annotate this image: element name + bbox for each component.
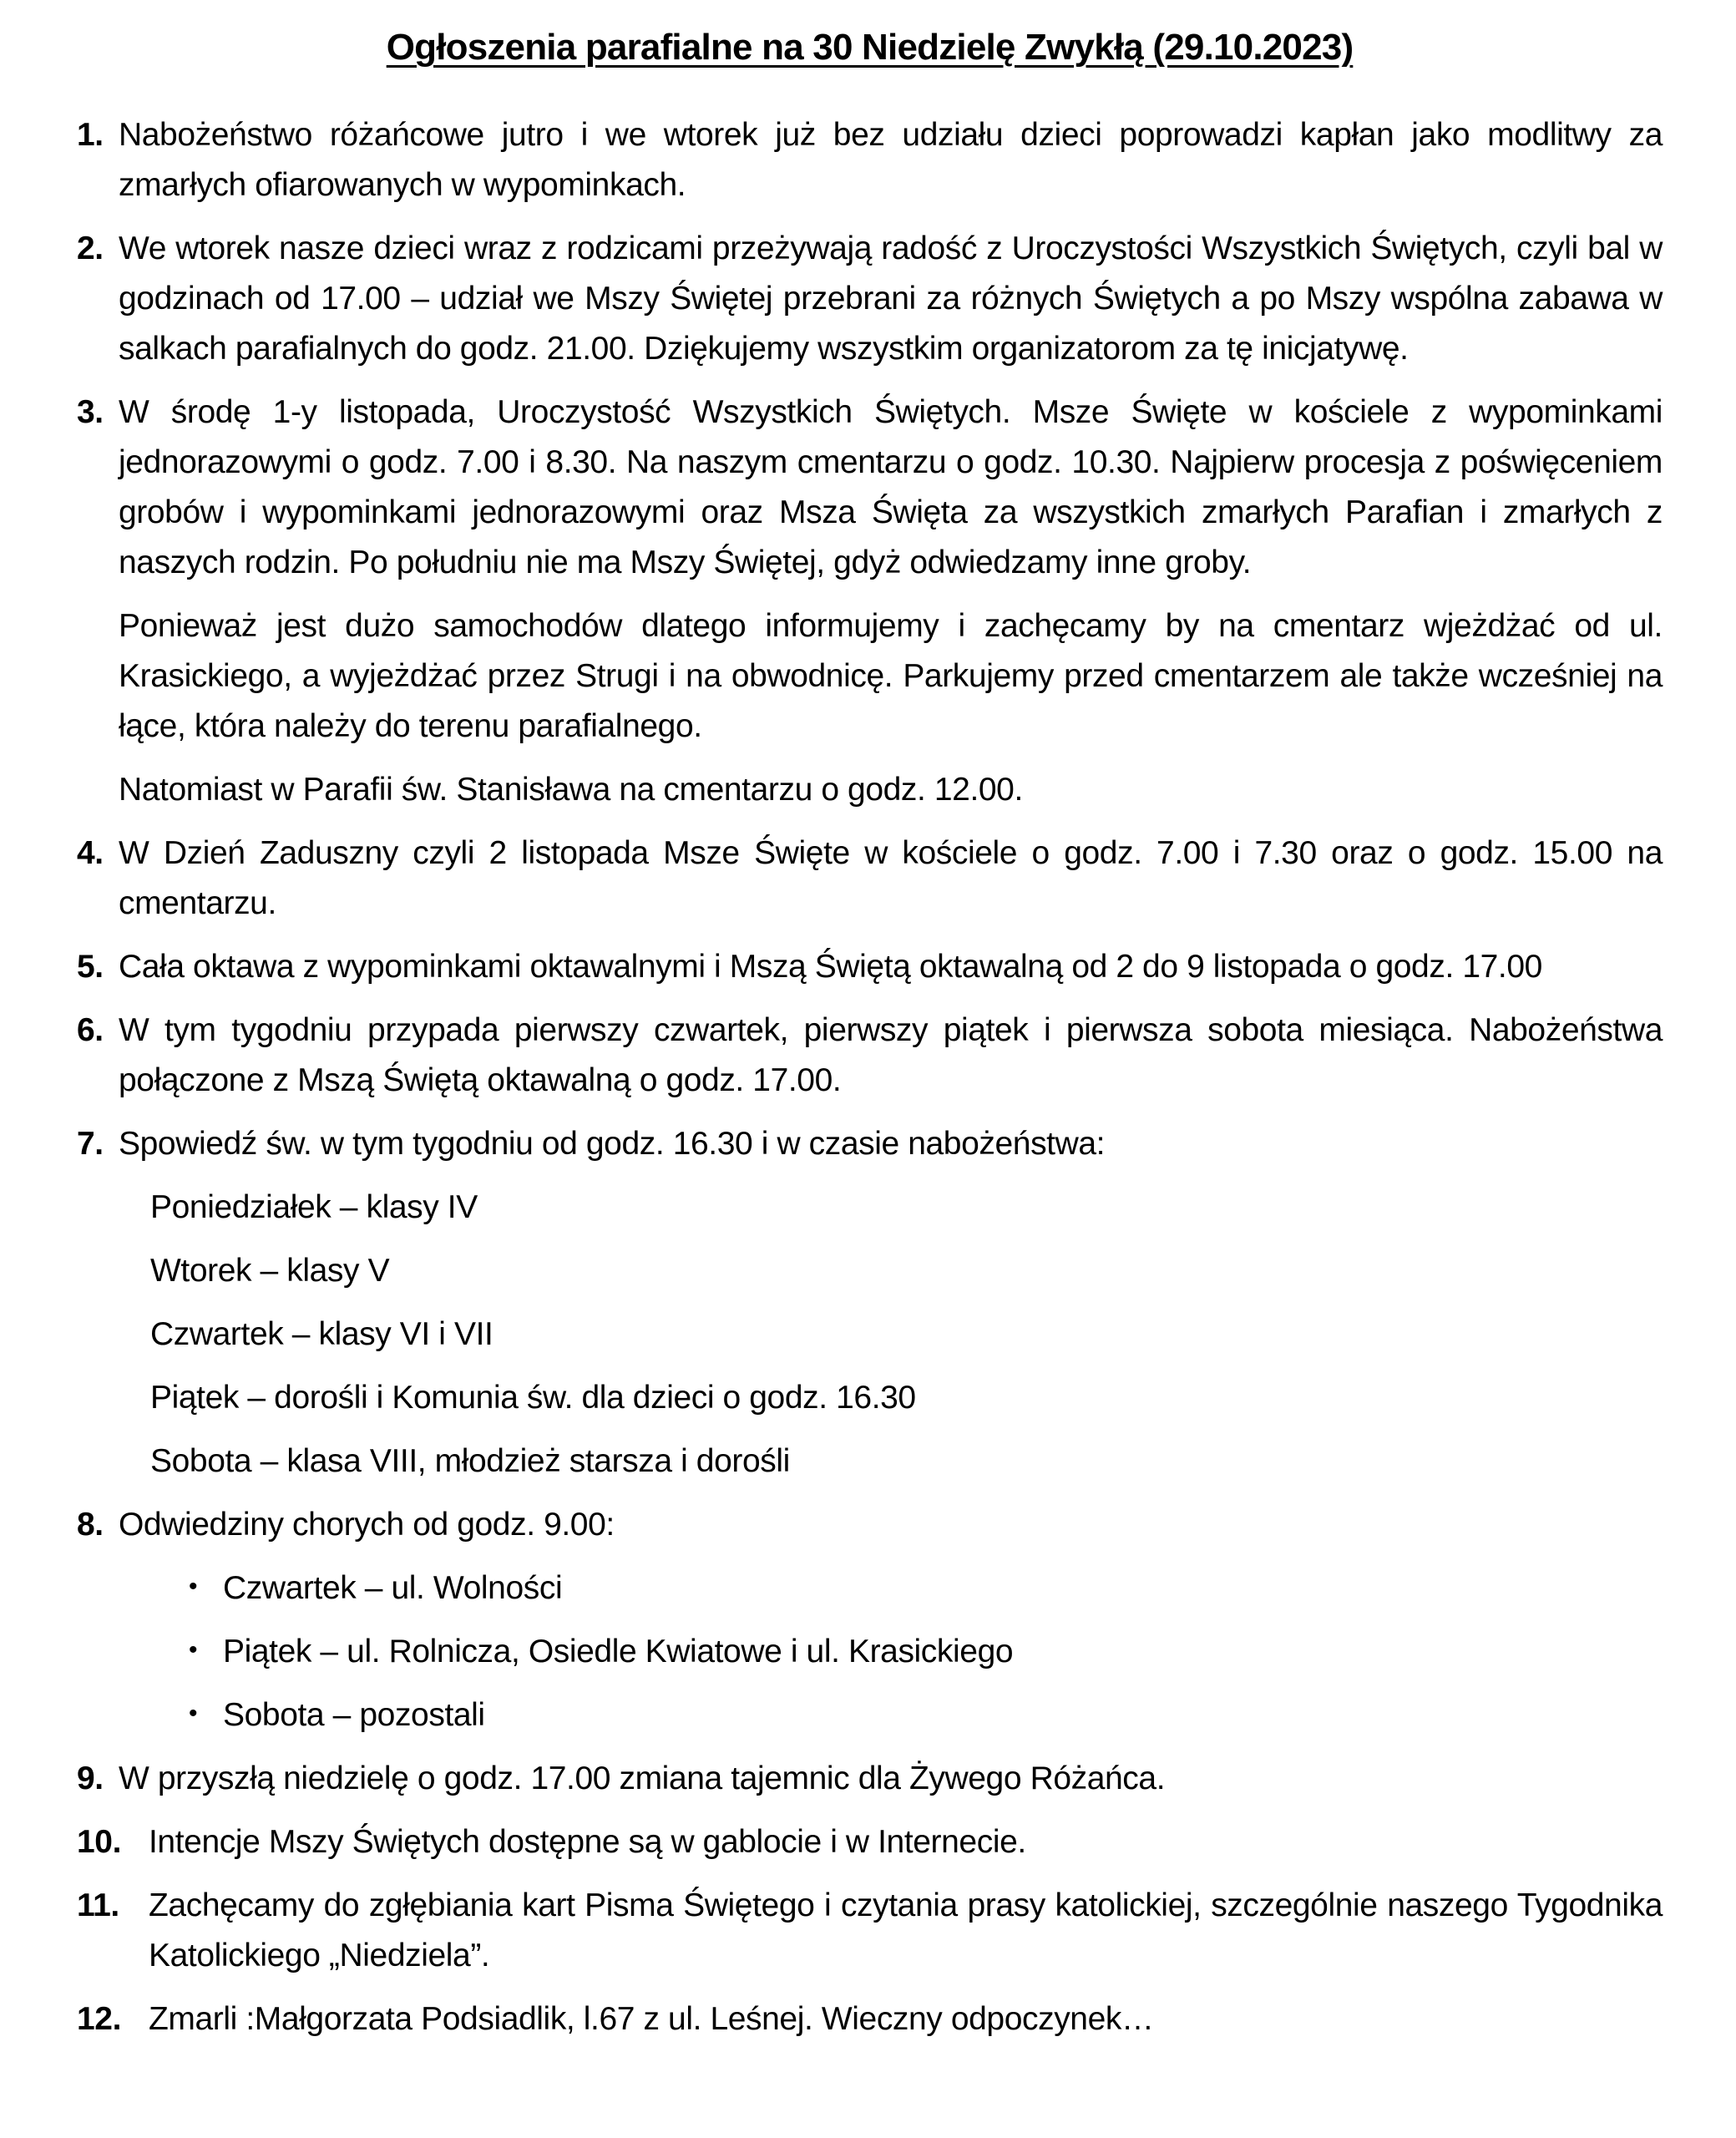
item-text: Spowiedź św. w tym tygodniu od godz. 16.30 i w czasie nabożeństwa: xyxy=(119,1126,1106,1162)
item-text: W przyszłą niedzielę o godz. 17.00 zmiana tajemnic dla Żywego Różańca. xyxy=(119,1761,1166,1796)
item-text: W tym tygodniu przypada pierwszy czwartek, pierwszy piątek i pierwsza sobota miesiąca. Nabożeństwa połączone z Mszą Świętą oktawalną o godz. 17.00. xyxy=(119,1012,1663,1098)
announcement-1 xyxy=(77,110,1663,210)
item-number: 6. xyxy=(77,1012,104,1048)
item-number: 4. xyxy=(77,835,104,871)
announcement-9 xyxy=(77,1754,1663,1804)
item-text: Zmarli :Małgorzata Podsiadlik, l.67 z ul. Leśnej. Wieczny odpoczynek… xyxy=(149,2001,1154,2037)
visits-thursday xyxy=(77,1563,1663,1614)
item-text: W Dzień Zaduszny czyli 2 listopada Msze Święte w kościele o godz. 7.00 i 7.30 oraz o godz. 15.00 na cmentarzu. xyxy=(119,835,1663,921)
announcement-12 xyxy=(77,1994,1663,2044)
item-text: W środę 1-y listopada, Uroczystość Wszystkich Świętych. Msze Święte w kościele z wypominkami jednorazowymi o godz. 7.00 i 8.30. Na naszym cmentarzu o godz. 10.30. Najpierw procesja z poświęceniem grobów i wypominkami jednorazowymi oraz Msza Święta za wszystkich zmarłych Parafian i zmarłych z naszych rodzin. Po południu nie ma Mszy Świętej, gdyż odwiedzamy inne groby. xyxy=(119,394,1663,580)
item-text: Zachęcamy do zgłębiania kart Pisma Świętego i czytania prasy katolickiej, szczególnie naszego Tygodnika Katolickiego „Niedziela”. xyxy=(149,1887,1663,1973)
item-number: 10. xyxy=(77,1824,122,1860)
item-text: Poniedziałek – klasy IV xyxy=(150,1189,478,1225)
item-number: 7. xyxy=(77,1126,104,1162)
visits-saturday xyxy=(77,1690,1663,1740)
announcement-3-note-stanislawa xyxy=(77,765,1663,815)
item-text: Sobota – klasa VIII, młodzież starsza i dorośli xyxy=(150,1443,790,1479)
item-text: Sobota – pozostali xyxy=(223,1697,485,1733)
announcement-2 xyxy=(77,224,1663,374)
announcement-6 xyxy=(77,1006,1663,1106)
announcement-5 xyxy=(77,942,1663,992)
item-number: 1. xyxy=(77,117,104,153)
confession-saturday xyxy=(77,1436,1663,1487)
item-number: 9. xyxy=(77,1761,104,1796)
item-number: 3. xyxy=(77,394,104,430)
item-number: 5. xyxy=(77,949,104,985)
confession-thursday xyxy=(77,1310,1663,1360)
item-text: Ponieważ jest dużo samochodów dlatego informujemy i zachęcamy by na cmentarz wjeżdżać od ul. Krasickiego, a wyjeżdżać przez Strugi i na obwodnicę. Parkujemy przed cmentarzem ale także wcześniej na łące, która należy do terenu parafialnego. xyxy=(119,608,1663,744)
item-text: Intencje Mszy Świętych dostępne są w gablocie i w Internecie. xyxy=(149,1824,1026,1860)
bullet-icon: • xyxy=(189,1636,198,1664)
page-title: Ogłoszenia parafialne na 30 Niedzielę Zwykłą (29.10.2023) xyxy=(386,27,1354,68)
item-text: Piątek – dorośli i Komunia św. dla dzieci o godz. 16.30 xyxy=(150,1380,916,1416)
item-text: Odwiedziny chorych od godz. 9.00: xyxy=(119,1507,615,1543)
announcement-8 xyxy=(77,1500,1663,1550)
item-number: 8. xyxy=(77,1507,104,1543)
announcement-4 xyxy=(77,828,1663,929)
announcement-3-note-parking xyxy=(77,601,1663,752)
item-text: Czwartek – klasy VI i VII xyxy=(150,1316,493,1352)
announcement-3 xyxy=(77,388,1663,588)
item-text: Nabożeństwo różańcowe jutro i we wtorek już bez udziału dzieci poprowadzi kapłan jako modlitwy za zmarłych ofiarowanych w wypominkach. xyxy=(119,117,1663,203)
announcement-10 xyxy=(77,1817,1663,1867)
bullet-icon: • xyxy=(189,1700,198,1727)
item-number: 11. xyxy=(77,1887,119,1923)
bullet-icon: • xyxy=(189,1573,198,1600)
item-number: 2. xyxy=(77,231,104,266)
item-text: Czwartek – ul. Wolności xyxy=(223,1570,563,1606)
item-text: Wtorek – klasy V xyxy=(150,1253,390,1289)
item-text: We wtorek nasze dzieci wraz z rodzicami przeżywają radość z Uroczystości Wszystkich Świętych, czyli bal w godzinach od 17.00 – udział we Mszy Świętej przebrani za różnych Świętych a po Mszy wspólna zabawa w salkach parafialnych do godz. 21.00. Dziękujemy wszystkim organizatorom za tę inicjatywę. xyxy=(119,231,1663,367)
announcement-11 xyxy=(77,1881,1663,1981)
visits-friday xyxy=(77,1627,1663,1677)
item-text: Cała oktawa z wypominkami oktawalnymi i Mszą Świętą oktawalną od 2 do 9 listopada o godz. 17.00 xyxy=(119,949,1542,985)
confession-monday xyxy=(77,1183,1663,1233)
confession-friday xyxy=(77,1373,1663,1423)
confession-tuesday xyxy=(77,1246,1663,1296)
item-text: Natomiast w Parafii św. Stanisława na cmentarzu o godz. 12.00. xyxy=(119,772,1023,808)
item-number: 12. xyxy=(77,2001,122,2037)
announcement-7 xyxy=(77,1119,1663,1169)
item-text: Piątek – ul. Rolnicza, Osiedle Kwiatowe i ul. Krasickiego xyxy=(223,1634,1014,1669)
